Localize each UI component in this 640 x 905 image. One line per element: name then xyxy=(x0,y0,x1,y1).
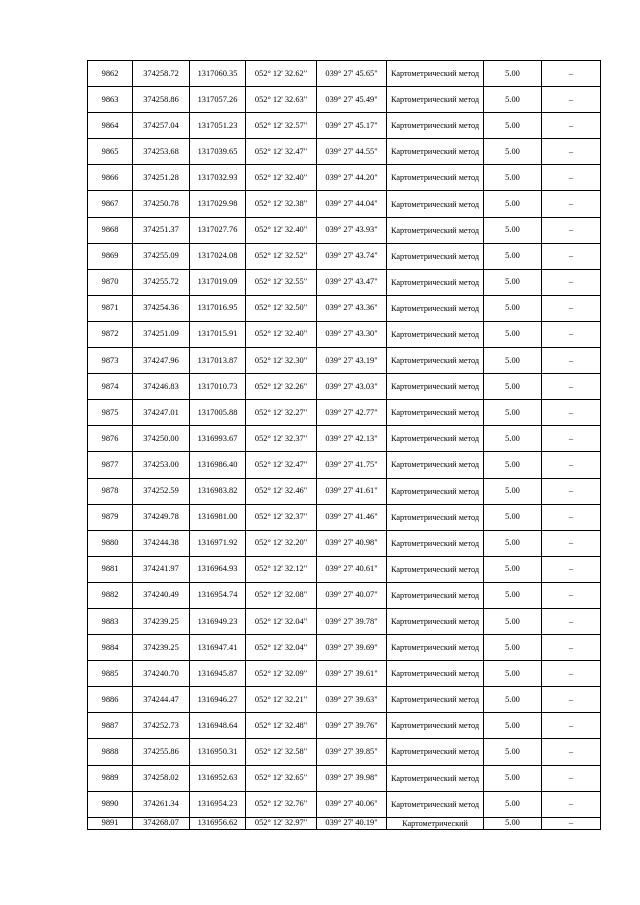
method-cell: Картометрический метод xyxy=(387,61,484,87)
longitude-cell: 039° 27' 43.93" xyxy=(317,217,387,243)
longitude-cell: 039° 27' 41.75" xyxy=(317,452,387,478)
note-cell: – xyxy=(542,687,601,713)
latitude-cell: 052° 12' 32.40" xyxy=(246,165,317,191)
note-cell: – xyxy=(542,295,601,321)
accuracy-cell: 5.00 xyxy=(484,61,542,87)
point-number-cell: 9871 xyxy=(88,295,133,321)
longitude-cell: 039° 27' 43.19" xyxy=(317,348,387,374)
y-coordinate-cell: 1317057.26 xyxy=(190,87,246,113)
note-cell: – xyxy=(542,452,601,478)
accuracy-cell: 5.00 xyxy=(484,661,542,687)
latitude-cell: 052° 12' 32.08" xyxy=(246,582,317,608)
point-number-cell: 9867 xyxy=(88,191,133,217)
x-coordinate-cell: 374255.72 xyxy=(133,269,190,295)
method-cell: Картометрический метод xyxy=(387,765,484,791)
longitude-cell: 039° 27' 44.20" xyxy=(317,165,387,191)
longitude-cell: 039° 27' 44.55" xyxy=(317,139,387,165)
note-cell: – xyxy=(542,87,601,113)
longitude-cell: 039° 27' 40.98" xyxy=(317,530,387,556)
method-cell: Картометрический метод xyxy=(387,217,484,243)
table-row xyxy=(88,87,601,113)
method-cell: Картометрический метод xyxy=(387,113,484,139)
x-coordinate-cell: 374247.01 xyxy=(133,400,190,426)
latitude-cell: 052° 12' 32.30" xyxy=(246,348,317,374)
x-coordinate-cell: 374257.04 xyxy=(133,113,190,139)
accuracy-cell: 5.00 xyxy=(484,426,542,452)
method-cell: Картометрический метод xyxy=(387,661,484,687)
latitude-cell: 052° 12' 32.63" xyxy=(246,87,317,113)
x-coordinate-cell: 374240.49 xyxy=(133,582,190,608)
note-cell: – xyxy=(542,661,601,687)
note-cell: – xyxy=(542,191,601,217)
latitude-cell: 052° 12' 32.47" xyxy=(246,139,317,165)
longitude-cell: 039° 27' 39.85" xyxy=(317,739,387,765)
point-number-cell: 9890 xyxy=(88,791,133,817)
accuracy-cell: 5.00 xyxy=(484,348,542,374)
y-coordinate-cell: 1317024.08 xyxy=(190,243,246,269)
longitude-cell: 039° 27' 39.61" xyxy=(317,661,387,687)
x-coordinate-cell: 374250.78 xyxy=(133,191,190,217)
longitude-cell: 039° 27' 45.49" xyxy=(317,87,387,113)
latitude-cell: 052° 12' 32.38" xyxy=(246,191,317,217)
x-coordinate-cell: 374250.00 xyxy=(133,426,190,452)
method-cell: Картометрический метод xyxy=(387,243,484,269)
point-number-cell: 9877 xyxy=(88,452,133,478)
longitude-cell: 039° 27' 39.78" xyxy=(317,608,387,634)
note-cell: – xyxy=(542,61,601,87)
point-number-cell: 9872 xyxy=(88,321,133,347)
table-row xyxy=(88,687,601,713)
y-coordinate-cell: 1317032.93 xyxy=(190,165,246,191)
latitude-cell: 052° 12' 32.20" xyxy=(246,530,317,556)
longitude-cell: 039° 27' 44.04" xyxy=(317,191,387,217)
accuracy-cell: 5.00 xyxy=(484,243,542,269)
note-cell: – xyxy=(542,791,601,817)
note-cell: – xyxy=(542,348,601,374)
accuracy-cell: 5.00 xyxy=(484,113,542,139)
point-number-cell: 9881 xyxy=(88,556,133,582)
y-coordinate-cell: 1317015.91 xyxy=(190,321,246,347)
accuracy-cell: 5.00 xyxy=(484,739,542,765)
latitude-cell: 052° 12' 32.57" xyxy=(246,113,317,139)
table-row-partial xyxy=(88,817,601,829)
y-coordinate-cell: 1316971.92 xyxy=(190,530,246,556)
accuracy-cell: 5.00 xyxy=(484,713,542,739)
accuracy-cell: 5.00 xyxy=(484,374,542,400)
method-cell: Картометрический метод xyxy=(387,739,484,765)
accuracy-cell: 5.00 xyxy=(484,217,542,243)
x-coordinate-cell: 374255.86 xyxy=(133,739,190,765)
point-number-cell: 9862 xyxy=(88,61,133,87)
table-row xyxy=(88,582,601,608)
accuracy-cell: 5.00 xyxy=(484,791,542,817)
table-row xyxy=(88,321,601,347)
y-coordinate-cell: 1316954.23 xyxy=(190,791,246,817)
note-cell: – xyxy=(542,478,601,504)
method-cell: Картометрический метод xyxy=(387,687,484,713)
table-row xyxy=(88,61,601,87)
latitude-cell: 052° 12' 32.65" xyxy=(246,765,317,791)
accuracy-cell: 5.00 xyxy=(484,295,542,321)
y-coordinate-cell: 1317060.35 xyxy=(190,61,246,87)
point-number-cell: 9870 xyxy=(88,269,133,295)
method-cell: Картометрический метод xyxy=(387,426,484,452)
x-coordinate-cell: 374268.07 xyxy=(133,817,190,829)
method-cell: Картометрический метод xyxy=(387,713,484,739)
table-row xyxy=(88,739,601,765)
longitude-cell: 039° 27' 39.63" xyxy=(317,687,387,713)
table-row xyxy=(88,530,601,556)
note-cell: – xyxy=(542,400,601,426)
method-cell: Картометрический метод xyxy=(387,556,484,582)
x-coordinate-cell: 374258.86 xyxy=(133,87,190,113)
point-number-cell: 9864 xyxy=(88,113,133,139)
x-coordinate-cell: 374240.70 xyxy=(133,661,190,687)
point-number-cell: 9886 xyxy=(88,687,133,713)
table-row xyxy=(88,661,601,687)
longitude-cell: 039° 27' 39.98" xyxy=(317,765,387,791)
table-row xyxy=(88,217,601,243)
table-row xyxy=(88,608,601,634)
table-row xyxy=(88,504,601,530)
x-coordinate-cell: 374241.97 xyxy=(133,556,190,582)
note-cell: – xyxy=(542,321,601,347)
latitude-cell: 052° 12' 32.47" xyxy=(246,452,317,478)
x-coordinate-cell: 374249.78 xyxy=(133,504,190,530)
note-cell: – xyxy=(542,608,601,634)
method-cell: Картометрический метод xyxy=(387,791,484,817)
x-coordinate-cell: 374246.83 xyxy=(133,374,190,400)
point-number-cell: 9876 xyxy=(88,426,133,452)
longitude-cell: 039° 27' 43.74" xyxy=(317,243,387,269)
x-coordinate-cell: 374244.47 xyxy=(133,687,190,713)
method-cell: Картометрический метод xyxy=(387,374,484,400)
table-row xyxy=(88,400,601,426)
latitude-cell: 052° 12' 32.04" xyxy=(246,635,317,661)
note-cell: – xyxy=(542,582,601,608)
point-number-cell: 9873 xyxy=(88,348,133,374)
point-number-cell: 9891 xyxy=(88,817,133,829)
point-number-cell: 9882 xyxy=(88,582,133,608)
longitude-cell: 039° 27' 40.07" xyxy=(317,582,387,608)
latitude-cell: 052° 12' 32.12" xyxy=(246,556,317,582)
x-coordinate-cell: 374247.96 xyxy=(133,348,190,374)
table-row xyxy=(88,191,601,217)
point-number-cell: 9869 xyxy=(88,243,133,269)
table-row xyxy=(88,791,601,817)
y-coordinate-cell: 1316947.41 xyxy=(190,635,246,661)
y-coordinate-cell: 1317005.88 xyxy=(190,400,246,426)
longitude-cell: 039° 27' 43.36" xyxy=(317,295,387,321)
point-number-cell: 9874 xyxy=(88,374,133,400)
x-coordinate-cell: 374255.09 xyxy=(133,243,190,269)
y-coordinate-cell: 1317029.98 xyxy=(190,191,246,217)
longitude-cell: 039° 27' 43.47" xyxy=(317,269,387,295)
x-coordinate-cell: 374252.73 xyxy=(133,713,190,739)
x-coordinate-cell: 374239.25 xyxy=(133,635,190,661)
point-number-cell: 9875 xyxy=(88,400,133,426)
point-number-cell: 9889 xyxy=(88,765,133,791)
note-cell: – xyxy=(542,504,601,530)
table-row xyxy=(88,348,601,374)
y-coordinate-cell: 1317019.09 xyxy=(190,269,246,295)
y-coordinate-cell: 1317039.65 xyxy=(190,139,246,165)
accuracy-cell: 5.00 xyxy=(484,635,542,661)
table-row xyxy=(88,426,601,452)
y-coordinate-cell: 1317051.23 xyxy=(190,113,246,139)
accuracy-cell: 5.00 xyxy=(484,139,542,165)
latitude-cell: 052° 12' 32.40" xyxy=(246,321,317,347)
x-coordinate-cell: 374244.38 xyxy=(133,530,190,556)
note-cell: – xyxy=(542,426,601,452)
accuracy-cell: 5.00 xyxy=(484,765,542,791)
y-coordinate-cell: 1317016.95 xyxy=(190,295,246,321)
longitude-cell: 039° 27' 40.06" xyxy=(317,791,387,817)
method-cell: Картометрический метод xyxy=(387,165,484,191)
table-row xyxy=(88,113,601,139)
longitude-cell: 039° 27' 40.19" xyxy=(317,817,387,829)
accuracy-cell: 5.00 xyxy=(484,687,542,713)
x-coordinate-cell: 374258.02 xyxy=(133,765,190,791)
method-cell: Картометрический метод xyxy=(387,608,484,634)
latitude-cell: 052° 12' 32.40" xyxy=(246,217,317,243)
y-coordinate-cell: 1316956.62 xyxy=(190,817,246,829)
table-row xyxy=(88,165,601,191)
accuracy-cell: 5.00 xyxy=(484,452,542,478)
latitude-cell: 052° 12' 32.76" xyxy=(246,791,317,817)
latitude-cell: 052° 12' 32.55" xyxy=(246,269,317,295)
table-row xyxy=(88,556,601,582)
point-number-cell: 9883 xyxy=(88,608,133,634)
x-coordinate-cell: 374252.59 xyxy=(133,478,190,504)
accuracy-cell: 5.00 xyxy=(484,504,542,530)
accuracy-cell: 5.00 xyxy=(484,817,542,829)
x-coordinate-cell: 374251.09 xyxy=(133,321,190,347)
method-cell: Картометрический метод xyxy=(387,269,484,295)
accuracy-cell: 5.00 xyxy=(484,530,542,556)
latitude-cell: 052° 12' 32.97" xyxy=(246,817,317,829)
method-cell: Картометрический метод xyxy=(387,87,484,113)
y-coordinate-cell: 1316948.64 xyxy=(190,713,246,739)
latitude-cell: 052° 12' 32.62" xyxy=(246,61,317,87)
longitude-cell: 039° 27' 39.76" xyxy=(317,713,387,739)
y-coordinate-cell: 1317013.87 xyxy=(190,348,246,374)
point-number-cell: 9887 xyxy=(88,713,133,739)
note-cell: – xyxy=(542,374,601,400)
y-coordinate-cell: 1316993.67 xyxy=(190,426,246,452)
note-cell: – xyxy=(542,817,601,829)
table-row xyxy=(88,374,601,400)
table-row xyxy=(88,295,601,321)
note-cell: – xyxy=(542,713,601,739)
point-number-cell: 9888 xyxy=(88,739,133,765)
method-cell: Картометрический метод xyxy=(387,452,484,478)
x-coordinate-cell: 374258.72 xyxy=(133,61,190,87)
x-coordinate-cell: 374254.36 xyxy=(133,295,190,321)
accuracy-cell: 5.00 xyxy=(484,321,542,347)
coordinates-table xyxy=(87,60,601,830)
method-cell: Картометрический метод xyxy=(387,191,484,217)
y-coordinate-cell: 1316983.82 xyxy=(190,478,246,504)
longitude-cell: 039° 27' 41.46" xyxy=(317,504,387,530)
accuracy-cell: 5.00 xyxy=(484,556,542,582)
method-cell: Картометрический метод xyxy=(387,139,484,165)
method-cell: Картометрический метод xyxy=(387,295,484,321)
y-coordinate-cell: 1316986.40 xyxy=(190,452,246,478)
table-row xyxy=(88,139,601,165)
note-cell: – xyxy=(542,139,601,165)
y-coordinate-cell: 1316945.87 xyxy=(190,661,246,687)
y-coordinate-cell: 1316949.23 xyxy=(190,608,246,634)
coordinates-table-body xyxy=(88,61,601,830)
table-row xyxy=(88,269,601,295)
note-cell: – xyxy=(542,530,601,556)
latitude-cell: 052° 12' 32.04" xyxy=(246,608,317,634)
accuracy-cell: 5.00 xyxy=(484,478,542,504)
point-number-cell: 9884 xyxy=(88,635,133,661)
y-coordinate-cell: 1317010.73 xyxy=(190,374,246,400)
note-cell: – xyxy=(542,635,601,661)
table-row xyxy=(88,452,601,478)
latitude-cell: 052° 12' 32.09" xyxy=(246,661,317,687)
latitude-cell: 052° 12' 32.52" xyxy=(246,243,317,269)
longitude-cell: 039° 27' 45.17" xyxy=(317,113,387,139)
accuracy-cell: 5.00 xyxy=(484,269,542,295)
latitude-cell: 052° 12' 32.26" xyxy=(246,374,317,400)
longitude-cell: 039° 27' 39.69" xyxy=(317,635,387,661)
y-coordinate-cell: 1316952.63 xyxy=(190,765,246,791)
latitude-cell: 052° 12' 32.50" xyxy=(246,295,317,321)
longitude-cell: 039° 27' 43.30" xyxy=(317,321,387,347)
accuracy-cell: 5.00 xyxy=(484,165,542,191)
accuracy-cell: 5.00 xyxy=(484,87,542,113)
method-cell: Картометрический метод xyxy=(387,635,484,661)
y-coordinate-cell: 1317027.76 xyxy=(190,217,246,243)
y-coordinate-cell: 1316981.00 xyxy=(190,504,246,530)
method-cell: Картометрический xyxy=(387,817,484,829)
table-row xyxy=(88,713,601,739)
point-number-cell: 9879 xyxy=(88,504,133,530)
latitude-cell: 052° 12' 32.37" xyxy=(246,504,317,530)
table-row xyxy=(88,243,601,269)
y-coordinate-cell: 1316950.31 xyxy=(190,739,246,765)
point-number-cell: 9863 xyxy=(88,87,133,113)
latitude-cell: 052° 12' 32.46" xyxy=(246,478,317,504)
y-coordinate-cell: 1316946.27 xyxy=(190,687,246,713)
method-cell: Картометрический метод xyxy=(387,348,484,374)
point-number-cell: 9878 xyxy=(88,478,133,504)
note-cell: – xyxy=(542,739,601,765)
method-cell: Картометрический метод xyxy=(387,530,484,556)
table-row xyxy=(88,635,601,661)
longitude-cell: 039° 27' 42.77" xyxy=(317,400,387,426)
note-cell: – xyxy=(542,269,601,295)
latitude-cell: 052° 12' 32.48" xyxy=(246,713,317,739)
table-row xyxy=(88,765,601,791)
latitude-cell: 052° 12' 32.37" xyxy=(246,426,317,452)
x-coordinate-cell: 374253.68 xyxy=(133,139,190,165)
note-cell: – xyxy=(542,113,601,139)
latitude-cell: 052° 12' 32.58" xyxy=(246,739,317,765)
longitude-cell: 039° 27' 41.61" xyxy=(317,478,387,504)
note-cell: – xyxy=(542,165,601,191)
point-number-cell: 9880 xyxy=(88,530,133,556)
x-coordinate-cell: 374239.25 xyxy=(133,608,190,634)
point-number-cell: 9866 xyxy=(88,165,133,191)
point-number-cell: 9865 xyxy=(88,139,133,165)
longitude-cell: 039° 27' 45.65" xyxy=(317,61,387,87)
note-cell: – xyxy=(542,243,601,269)
accuracy-cell: 5.00 xyxy=(484,400,542,426)
longitude-cell: 039° 27' 43.03" xyxy=(317,374,387,400)
note-cell: – xyxy=(542,217,601,243)
method-cell: Картометрический метод xyxy=(387,582,484,608)
point-number-cell: 9885 xyxy=(88,661,133,687)
note-cell: – xyxy=(542,765,601,791)
longitude-cell: 039° 27' 42.13" xyxy=(317,426,387,452)
method-cell: Картометрический метод xyxy=(387,321,484,347)
x-coordinate-cell: 374251.28 xyxy=(133,165,190,191)
y-coordinate-cell: 1316954.74 xyxy=(190,582,246,608)
table-row xyxy=(88,478,601,504)
note-cell: – xyxy=(542,556,601,582)
method-cell: Картометрический метод xyxy=(387,478,484,504)
x-coordinate-cell: 374261.34 xyxy=(133,791,190,817)
x-coordinate-cell: 374251.37 xyxy=(133,217,190,243)
method-cell: Картометрический метод xyxy=(387,400,484,426)
accuracy-cell: 5.00 xyxy=(484,582,542,608)
accuracy-cell: 5.00 xyxy=(484,191,542,217)
method-cell: Картометрический метод xyxy=(387,504,484,530)
point-number-cell: 9868 xyxy=(88,217,133,243)
y-coordinate-cell: 1316964.93 xyxy=(190,556,246,582)
latitude-cell: 052° 12' 32.21" xyxy=(246,687,317,713)
latitude-cell: 052° 12' 32.27" xyxy=(246,400,317,426)
longitude-cell: 039° 27' 40.61" xyxy=(317,556,387,582)
x-coordinate-cell: 374253.00 xyxy=(133,452,190,478)
accuracy-cell: 5.00 xyxy=(484,608,542,634)
